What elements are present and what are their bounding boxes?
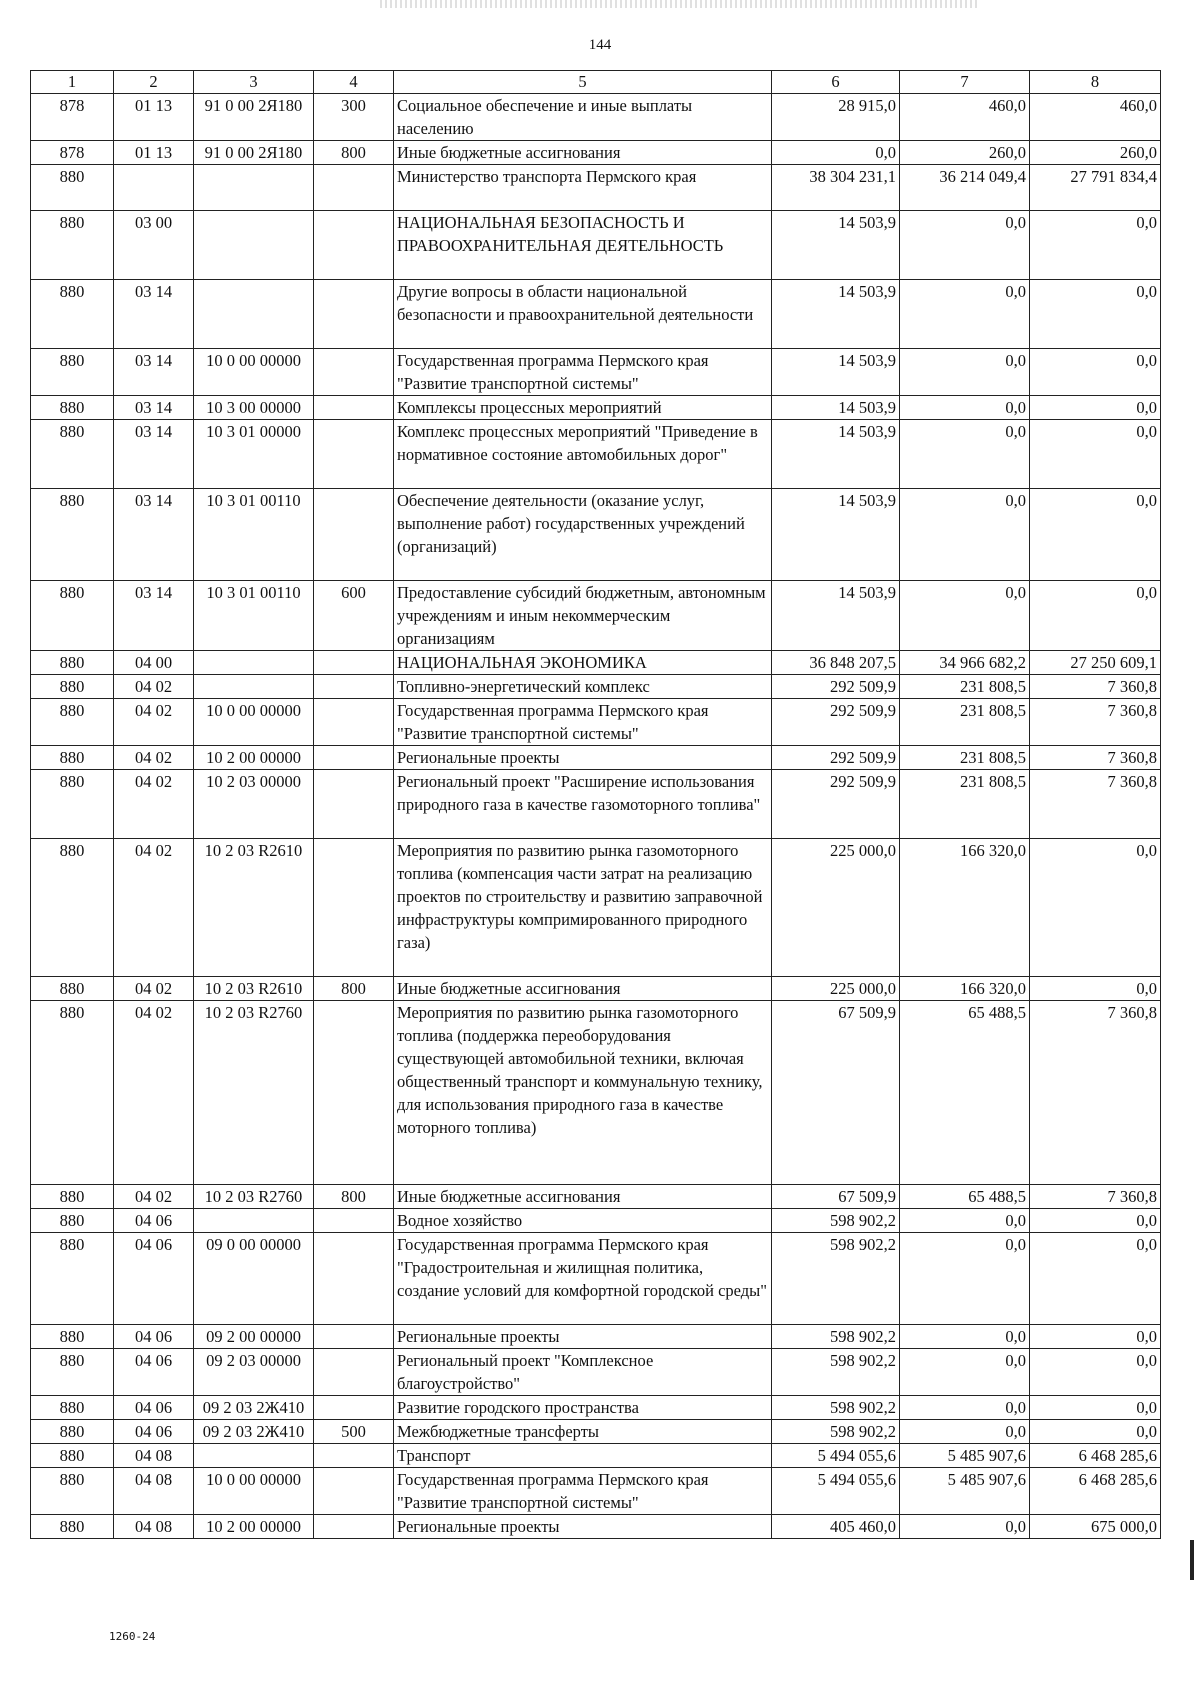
cell-c6: 405 460,0 xyxy=(772,1515,900,1539)
cell-c8: 0,0 xyxy=(1030,1325,1161,1349)
cell-c8: 0,0 xyxy=(1030,211,1161,280)
cell-c2: 04 06 xyxy=(114,1233,194,1325)
cell-c4 xyxy=(314,420,394,489)
cell-c5: Государственная программа Пермского края "Развитие транспортной системы" xyxy=(394,1468,772,1515)
cell-c7: 0,0 xyxy=(900,1396,1030,1420)
cell-c6: 14 503,9 xyxy=(772,349,900,396)
cell-c3: 10 2 03 00000 xyxy=(194,770,314,839)
table-row xyxy=(31,1001,1161,1185)
cell-c8: 0,0 xyxy=(1030,396,1161,420)
cell-c6: 292 509,9 xyxy=(772,746,900,770)
cell-c8: 27 250 609,1 xyxy=(1030,651,1161,675)
cell-c5: Государственная программа Пермского края "Развитие транспортной системы" xyxy=(394,699,772,746)
table-row xyxy=(31,581,1161,651)
cell-c5: НАЦИОНАЛЬНАЯ ЭКОНОМИКА xyxy=(394,651,772,675)
cell-c6: 598 902,2 xyxy=(772,1349,900,1396)
cell-c3: 10 3 01 00000 xyxy=(194,420,314,489)
cell-c3: 09 2 03 00000 xyxy=(194,1349,314,1396)
cell-c5: Развитие городского пространства xyxy=(394,1396,772,1420)
cell-c8: 0,0 xyxy=(1030,1233,1161,1325)
cell-c3: 10 3 01 00110 xyxy=(194,489,314,581)
cell-c3: 91 0 00 2Я180 xyxy=(194,141,314,165)
table-row xyxy=(31,420,1161,489)
cell-c8: 0,0 xyxy=(1030,280,1161,349)
cell-c1: 880 xyxy=(31,581,114,651)
cell-c3: 09 0 00 00000 xyxy=(194,1233,314,1325)
cell-c6: 292 509,9 xyxy=(772,699,900,746)
cell-c5: Топливно-энергетический комплекс xyxy=(394,675,772,699)
cell-c6: 38 304 231,1 xyxy=(772,165,900,211)
cell-c5: Водное хозяйство xyxy=(394,1209,772,1233)
cell-c4 xyxy=(314,1396,394,1420)
header-cell: 4 xyxy=(314,71,394,94)
cell-c6: 5 494 055,6 xyxy=(772,1468,900,1515)
cell-c4 xyxy=(314,1209,394,1233)
table-row xyxy=(31,94,1161,141)
cell-c3: 10 2 03 R2760 xyxy=(194,1001,314,1185)
cell-c5: Государственная программа Пермского края "Градостроительная и жилищная политика, создание условий для комфортной городской среды" xyxy=(394,1233,772,1325)
cell-c3: 91 0 00 2Я180 xyxy=(194,94,314,141)
cell-c6: 292 509,9 xyxy=(772,675,900,699)
cell-c4 xyxy=(314,1349,394,1396)
cell-c4 xyxy=(314,489,394,581)
cell-c2 xyxy=(114,165,194,211)
cell-c5: Иные бюджетные ассигнования xyxy=(394,141,772,165)
cell-c7: 0,0 xyxy=(900,489,1030,581)
cell-c8: 7 360,8 xyxy=(1030,675,1161,699)
table-row xyxy=(31,977,1161,1001)
table-row xyxy=(31,1420,1161,1444)
cell-c4 xyxy=(314,349,394,396)
cell-c5: Региональные проекты xyxy=(394,1515,772,1539)
cell-c8: 0,0 xyxy=(1030,1349,1161,1396)
cell-c8: 0,0 xyxy=(1030,420,1161,489)
table-row xyxy=(31,1185,1161,1209)
cell-c8: 0,0 xyxy=(1030,839,1161,977)
cell-c1: 880 xyxy=(31,211,114,280)
table-row xyxy=(31,489,1161,581)
cell-c3: 10 0 00 00000 xyxy=(194,699,314,746)
cell-c8: 27 791 834,4 xyxy=(1030,165,1161,211)
cell-c1: 880 xyxy=(31,746,114,770)
table-row xyxy=(31,770,1161,839)
cell-c4: 800 xyxy=(314,1185,394,1209)
cell-c6: 225 000,0 xyxy=(772,839,900,977)
cell-c2: 04 06 xyxy=(114,1209,194,1233)
cell-c7: 5 485 907,6 xyxy=(900,1444,1030,1468)
cell-c3: 10 3 01 00110 xyxy=(194,581,314,651)
scan-artifact xyxy=(1190,1540,1194,1580)
cell-c8: 0,0 xyxy=(1030,1396,1161,1420)
table-row xyxy=(31,165,1161,211)
cell-c1: 880 xyxy=(31,839,114,977)
cell-c6: 14 503,9 xyxy=(772,211,900,280)
cell-c2: 04 08 xyxy=(114,1515,194,1539)
cell-c6: 36 848 207,5 xyxy=(772,651,900,675)
cell-c2: 04 06 xyxy=(114,1325,194,1349)
cell-c1: 880 xyxy=(31,420,114,489)
cell-c5: Иные бюджетные ассигнования xyxy=(394,977,772,1001)
cell-c4 xyxy=(314,1444,394,1468)
cell-c7: 166 320,0 xyxy=(900,839,1030,977)
cell-c8: 0,0 xyxy=(1030,1420,1161,1444)
cell-c2: 03 00 xyxy=(114,211,194,280)
table-row xyxy=(31,1209,1161,1233)
cell-c1: 880 xyxy=(31,699,114,746)
cell-c8: 0,0 xyxy=(1030,1209,1161,1233)
cell-c4 xyxy=(314,1001,394,1185)
cell-c1: 878 xyxy=(31,141,114,165)
cell-c5: НАЦИОНАЛЬНАЯ БЕЗОПАСНОСТЬ И ПРАВООХРАНИТЕЛЬНАЯ ДЕЯТЕЛЬНОСТЬ xyxy=(394,211,772,280)
cell-c1: 880 xyxy=(31,770,114,839)
cell-c6: 14 503,9 xyxy=(772,420,900,489)
cell-c7: 460,0 xyxy=(900,94,1030,141)
table-row xyxy=(31,1349,1161,1396)
cell-c7: 0,0 xyxy=(900,1209,1030,1233)
cell-c1: 880 xyxy=(31,1349,114,1396)
cell-c3 xyxy=(194,211,314,280)
cell-c7: 36 214 049,4 xyxy=(900,165,1030,211)
cell-c2: 04 02 xyxy=(114,675,194,699)
cell-c2: 03 14 xyxy=(114,280,194,349)
cell-c5: Предоставление субсидий бюджетным, автономным учреждениям и иным некоммерческим организациям xyxy=(394,581,772,651)
cell-c5: Другие вопросы в области национальной безопасности и правоохранительной деятельности xyxy=(394,280,772,349)
cell-c7: 0,0 xyxy=(900,1349,1030,1396)
cell-c3 xyxy=(194,1209,314,1233)
cell-c6: 28 915,0 xyxy=(772,94,900,141)
cell-c8: 260,0 xyxy=(1030,141,1161,165)
cell-c2: 04 02 xyxy=(114,1185,194,1209)
cell-c7: 65 488,5 xyxy=(900,1185,1030,1209)
cell-c3: 10 0 00 00000 xyxy=(194,1468,314,1515)
cell-c2: 04 02 xyxy=(114,699,194,746)
cell-c8: 7 360,8 xyxy=(1030,770,1161,839)
cell-c5: Транспорт xyxy=(394,1444,772,1468)
cell-c4 xyxy=(314,651,394,675)
cell-c2: 04 06 xyxy=(114,1349,194,1396)
cell-c6: 225 000,0 xyxy=(772,977,900,1001)
cell-c4 xyxy=(314,165,394,211)
cell-c7: 260,0 xyxy=(900,141,1030,165)
table-row xyxy=(31,839,1161,977)
cell-c2: 04 08 xyxy=(114,1468,194,1515)
cell-c7: 0,0 xyxy=(900,1515,1030,1539)
cell-c5: Региональный проект "Расширение использования природного газа в качестве газомоторного топлива" xyxy=(394,770,772,839)
cell-c5: Обеспечение деятельности (оказание услуг, выполнение работ) государственных учреждений (организаций) xyxy=(394,489,772,581)
cell-c3: 10 2 03 R2760 xyxy=(194,1185,314,1209)
scan-artifact xyxy=(380,0,980,8)
cell-c3 xyxy=(194,651,314,675)
cell-c8: 7 360,8 xyxy=(1030,699,1161,746)
cell-c1: 880 xyxy=(31,675,114,699)
cell-c2: 04 02 xyxy=(114,839,194,977)
cell-c7: 166 320,0 xyxy=(900,977,1030,1001)
cell-c2: 04 00 xyxy=(114,651,194,675)
header-cell: 3 xyxy=(194,71,314,94)
budget-table xyxy=(30,70,1161,1539)
cell-c7: 0,0 xyxy=(900,1233,1030,1325)
cell-c1: 880 xyxy=(31,1515,114,1539)
cell-c7: 0,0 xyxy=(900,280,1030,349)
cell-c3: 10 0 00 00000 xyxy=(194,349,314,396)
cell-c8: 0,0 xyxy=(1030,977,1161,1001)
cell-c7: 0,0 xyxy=(900,1420,1030,1444)
cell-c8: 0,0 xyxy=(1030,349,1161,396)
cell-c4 xyxy=(314,839,394,977)
cell-c5: Министерство транспорта Пермского края xyxy=(394,165,772,211)
cell-c6: 598 902,2 xyxy=(772,1396,900,1420)
cell-c3: 10 2 00 00000 xyxy=(194,746,314,770)
cell-c3: 10 2 00 00000 xyxy=(194,1515,314,1539)
cell-c4: 300 xyxy=(314,94,394,141)
cell-c7: 0,0 xyxy=(900,396,1030,420)
cell-c2: 04 02 xyxy=(114,746,194,770)
cell-c6: 14 503,9 xyxy=(772,280,900,349)
cell-c1: 880 xyxy=(31,1468,114,1515)
cell-c2: 03 14 xyxy=(114,396,194,420)
cell-c7: 0,0 xyxy=(900,211,1030,280)
cell-c4 xyxy=(314,1515,394,1539)
cell-c4 xyxy=(314,211,394,280)
cell-c4 xyxy=(314,1468,394,1515)
cell-c8: 7 360,8 xyxy=(1030,746,1161,770)
table-row xyxy=(31,1325,1161,1349)
cell-c8: 0,0 xyxy=(1030,581,1161,651)
cell-c7: 34 966 682,2 xyxy=(900,651,1030,675)
cell-c4: 800 xyxy=(314,141,394,165)
cell-c6: 67 509,9 xyxy=(772,1185,900,1209)
cell-c5: Мероприятия по развитию рынка газомоторного топлива (поддержка переоборудования существующей автомобильной техники, включая общественный транспорт и коммунальную технику, для использования природного газа в качестве моторного топлива) xyxy=(394,1001,772,1185)
cell-c1: 880 xyxy=(31,165,114,211)
cell-c7: 231 808,5 xyxy=(900,746,1030,770)
cell-c5: Социальное обеспечение и иные выплаты населению xyxy=(394,94,772,141)
cell-c2: 04 02 xyxy=(114,977,194,1001)
cell-c7: 5 485 907,6 xyxy=(900,1468,1030,1515)
cell-c2: 04 06 xyxy=(114,1420,194,1444)
header-cell: 8 xyxy=(1030,71,1161,94)
cell-c6: 292 509,9 xyxy=(772,770,900,839)
cell-c8: 6 468 285,6 xyxy=(1030,1468,1161,1515)
cell-c1: 880 xyxy=(31,396,114,420)
cell-c5: Государственная программа Пермского края "Развитие транспортной системы" xyxy=(394,349,772,396)
cell-c2: 04 08 xyxy=(114,1444,194,1468)
header-cell: 6 xyxy=(772,71,900,94)
cell-c6: 0,0 xyxy=(772,141,900,165)
cell-c4 xyxy=(314,280,394,349)
cell-c1: 880 xyxy=(31,1209,114,1233)
cell-c4 xyxy=(314,396,394,420)
cell-c1: 880 xyxy=(31,1396,114,1420)
footer-code: 1260-24 xyxy=(109,1630,156,1643)
header-cell: 1 xyxy=(31,71,114,94)
cell-c1: 880 xyxy=(31,1001,114,1185)
cell-c3: 10 2 03 R2610 xyxy=(194,977,314,1001)
table-row xyxy=(31,280,1161,349)
cell-c7: 65 488,5 xyxy=(900,1001,1030,1185)
cell-c2: 04 02 xyxy=(114,770,194,839)
cell-c7: 231 808,5 xyxy=(900,770,1030,839)
cell-c3 xyxy=(194,165,314,211)
cell-c6: 598 902,2 xyxy=(772,1420,900,1444)
table-row xyxy=(31,651,1161,675)
cell-c3: 09 2 00 00000 xyxy=(194,1325,314,1349)
cell-c8: 460,0 xyxy=(1030,94,1161,141)
table-row xyxy=(31,211,1161,280)
cell-c4: 600 xyxy=(314,581,394,651)
table-row xyxy=(31,1515,1161,1539)
cell-c5: Комплекс процессных мероприятий "Приведение в нормативное состояние автомобильных дорог" xyxy=(394,420,772,489)
table-row xyxy=(31,1444,1161,1468)
cell-c4 xyxy=(314,675,394,699)
cell-c6: 14 503,9 xyxy=(772,489,900,581)
table-row xyxy=(31,1396,1161,1420)
cell-c8: 7 360,8 xyxy=(1030,1001,1161,1185)
cell-c1: 880 xyxy=(31,349,114,396)
cell-c6: 598 902,2 xyxy=(772,1325,900,1349)
cell-c3 xyxy=(194,1444,314,1468)
cell-c4 xyxy=(314,1325,394,1349)
cell-c4 xyxy=(314,1233,394,1325)
cell-c2: 04 06 xyxy=(114,1396,194,1420)
cell-c2: 04 02 xyxy=(114,1001,194,1185)
cell-c4 xyxy=(314,746,394,770)
cell-c1: 880 xyxy=(31,1233,114,1325)
cell-c5: Мероприятия по развитию рынка газомоторного топлива (компенсация части затрат на реализацию проектов по строительству и развитию заправочной инфраструктуры компримированного природного газа) xyxy=(394,839,772,977)
header-cell: 7 xyxy=(900,71,1030,94)
cell-c5: Региональные проекты xyxy=(394,1325,772,1349)
cell-c4 xyxy=(314,699,394,746)
cell-c8: 6 468 285,6 xyxy=(1030,1444,1161,1468)
cell-c8: 7 360,8 xyxy=(1030,1185,1161,1209)
cell-c3: 10 3 00 00000 xyxy=(194,396,314,420)
page-number: 144 xyxy=(588,37,612,53)
cell-c7: 231 808,5 xyxy=(900,699,1030,746)
cell-c2: 01 13 xyxy=(114,141,194,165)
cell-c6: 598 902,2 xyxy=(772,1209,900,1233)
cell-c7: 0,0 xyxy=(900,420,1030,489)
cell-c2: 03 14 xyxy=(114,489,194,581)
header-cell: 2 xyxy=(114,71,194,94)
cell-c6: 67 509,9 xyxy=(772,1001,900,1185)
cell-c1: 880 xyxy=(31,977,114,1001)
cell-c1: 880 xyxy=(31,1420,114,1444)
cell-c7: 0,0 xyxy=(900,1325,1030,1349)
cell-c5: Межбюджетные трансферты xyxy=(394,1420,772,1444)
cell-c1: 880 xyxy=(31,1185,114,1209)
cell-c7: 0,0 xyxy=(900,581,1030,651)
cell-c5: Иные бюджетные ассигнования xyxy=(394,1185,772,1209)
cell-c6: 14 503,9 xyxy=(772,581,900,651)
cell-c7: 231 808,5 xyxy=(900,675,1030,699)
table-row xyxy=(31,675,1161,699)
cell-c5: Региональные проекты xyxy=(394,746,772,770)
cell-c4: 500 xyxy=(314,1420,394,1444)
cell-c4 xyxy=(314,770,394,839)
cell-c4: 800 xyxy=(314,977,394,1001)
cell-c8: 0,0 xyxy=(1030,489,1161,581)
cell-c3 xyxy=(194,675,314,699)
header-cell: 5 xyxy=(394,71,772,94)
cell-c1: 880 xyxy=(31,1325,114,1349)
cell-c2: 03 14 xyxy=(114,349,194,396)
cell-c8: 675 000,0 xyxy=(1030,1515,1161,1539)
cell-c1: 880 xyxy=(31,1444,114,1468)
cell-c1: 880 xyxy=(31,280,114,349)
table-row xyxy=(31,396,1161,420)
cell-c2: 03 14 xyxy=(114,581,194,651)
table-row xyxy=(31,349,1161,396)
cell-c1: 878 xyxy=(31,94,114,141)
cell-c1: 880 xyxy=(31,489,114,581)
table-row xyxy=(31,1233,1161,1325)
cell-c5: Региональный проект "Комплексное благоустройство" xyxy=(394,1349,772,1396)
table-row xyxy=(31,1468,1161,1515)
cell-c6: 14 503,9 xyxy=(772,396,900,420)
cell-c3: 09 2 03 2Ж410 xyxy=(194,1396,314,1420)
cell-c2: 03 14 xyxy=(114,420,194,489)
table-row xyxy=(31,699,1161,746)
table-row xyxy=(31,141,1161,165)
header-row xyxy=(31,71,1161,94)
cell-c6: 5 494 055,6 xyxy=(772,1444,900,1468)
cell-c6: 598 902,2 xyxy=(772,1233,900,1325)
cell-c3: 10 2 03 R2610 xyxy=(194,839,314,977)
cell-c7: 0,0 xyxy=(900,349,1030,396)
cell-c3: 09 2 03 2Ж410 xyxy=(194,1420,314,1444)
cell-c3 xyxy=(194,280,314,349)
cell-c2: 01 13 xyxy=(114,94,194,141)
cell-c1: 880 xyxy=(31,651,114,675)
table-row xyxy=(31,746,1161,770)
cell-c5: Комплексы процессных мероприятий xyxy=(394,396,772,420)
